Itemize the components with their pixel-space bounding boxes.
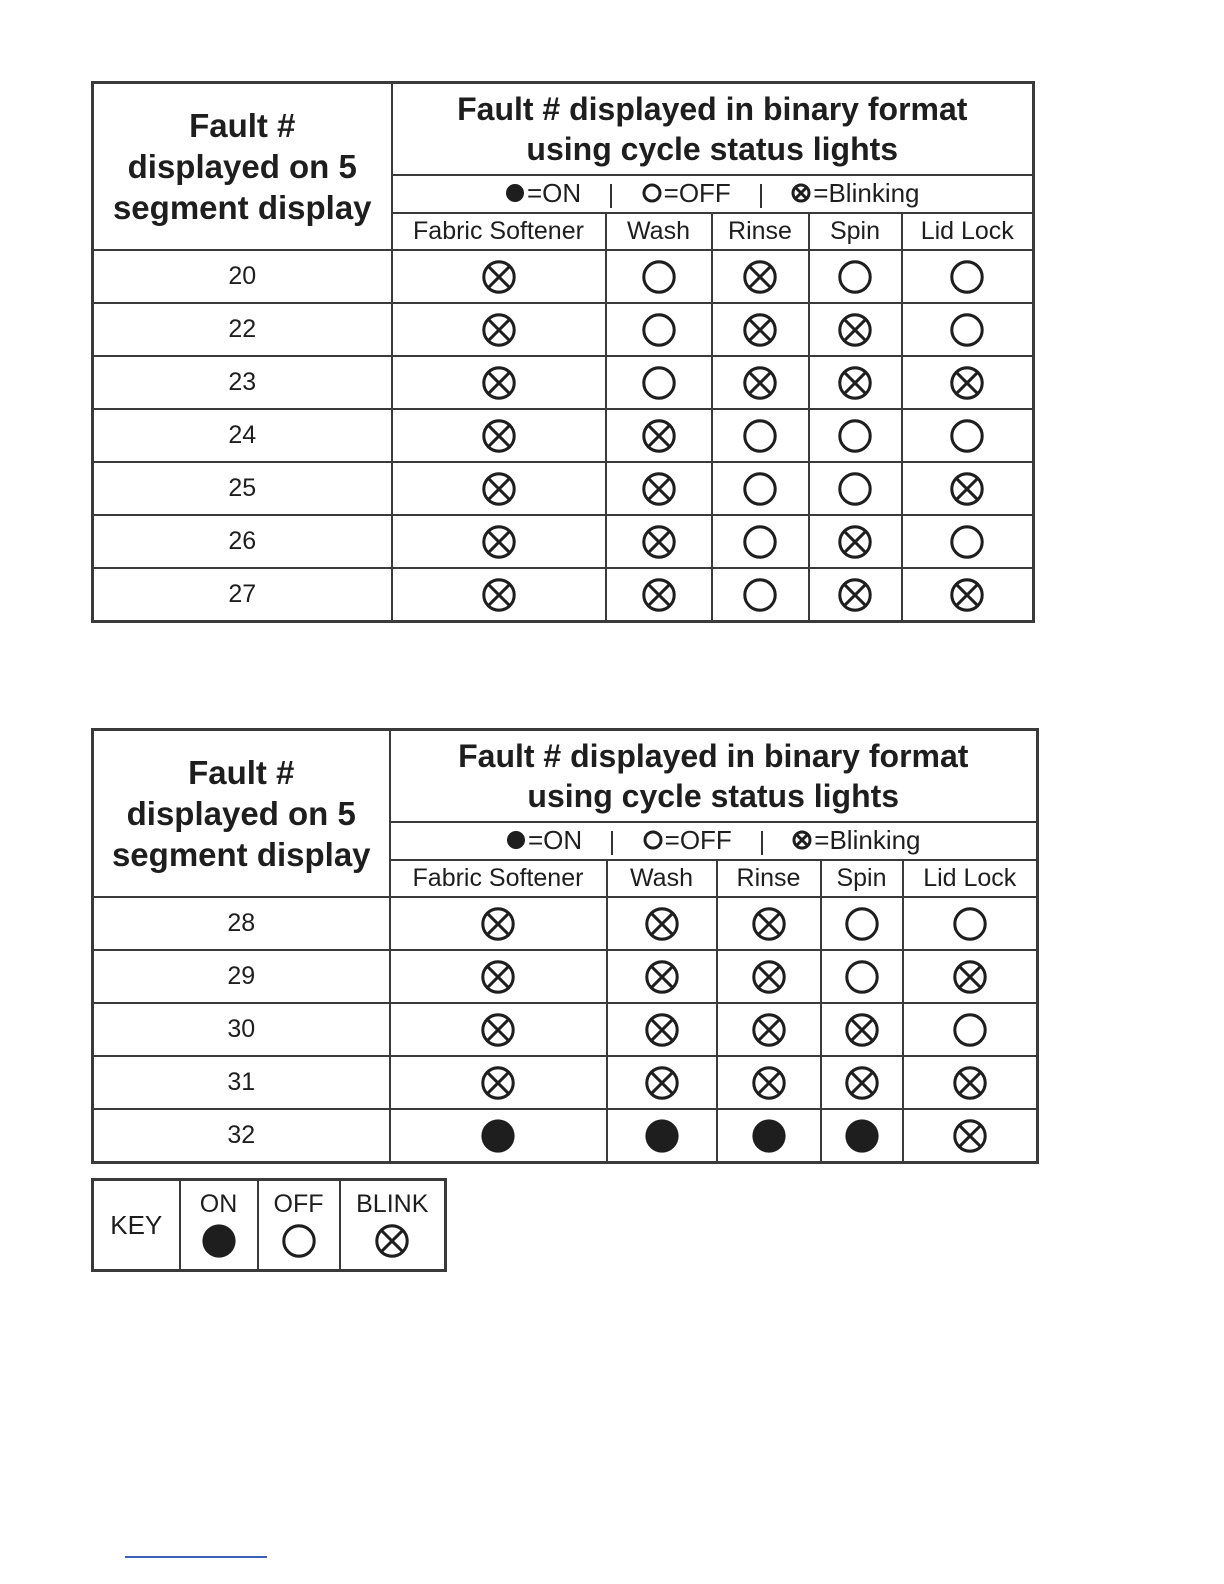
crossed-circle-icon [792, 830, 812, 850]
legend-divider [610, 184, 612, 208]
status-cell-fabric-softener [390, 1109, 607, 1163]
status-cell-fabric-softener [390, 897, 607, 950]
fault-number-header [93, 730, 390, 898]
status-cell-rinse [712, 462, 809, 515]
fault-number: 22 [93, 303, 392, 356]
fault-number: 32 [93, 1109, 390, 1163]
table-row [93, 950, 1038, 1003]
column-header-spin: Spin [809, 213, 902, 250]
status-cell-wash [606, 515, 712, 568]
status-cell-wash [607, 1003, 717, 1056]
status-cell-wash [606, 409, 712, 462]
blink-light-icon [643, 1011, 681, 1049]
status-cell-lid-lock [903, 1109, 1038, 1163]
fault-number-header-line-1: Fault # [188, 754, 295, 791]
off-light-icon [640, 311, 678, 349]
blink-light-icon [948, 470, 986, 508]
blink-light-icon [951, 958, 989, 996]
fault-number: 23 [93, 356, 392, 409]
blink-light-icon [643, 905, 681, 943]
filled-circle-icon [506, 830, 526, 850]
legend-off-label: =OFF [664, 824, 732, 855]
table-row [93, 515, 1034, 568]
page-link-underline [125, 1556, 267, 1558]
blink-light-icon [640, 576, 678, 614]
status-cell-wash [606, 462, 712, 515]
off-light-icon [741, 417, 779, 455]
fault-number: 28 [93, 897, 390, 950]
status-cell-spin [809, 568, 902, 622]
legend-blink-label: =Blinking [813, 177, 920, 208]
legend-on [505, 178, 581, 209]
off-light-icon [741, 470, 779, 508]
fault-number: 29 [93, 950, 390, 1003]
blink-light-icon [373, 1222, 411, 1260]
fault-number: 30 [93, 1003, 390, 1056]
off-light-icon [836, 258, 874, 296]
legend-off [642, 178, 731, 209]
table-row [93, 1003, 1038, 1056]
off-light-icon [280, 1222, 318, 1260]
status-cell-rinse [717, 897, 821, 950]
blink-light-icon [479, 1064, 517, 1102]
status-cell-spin [809, 409, 902, 462]
key-blink [340, 1180, 446, 1271]
fault-number: 20 [93, 250, 392, 303]
binary-format-header [392, 83, 1034, 176]
binary-format-header-line-1: Fault # displayed in binary format [457, 91, 968, 127]
table-row [93, 897, 1038, 950]
status-cell-fabric-softener [392, 250, 606, 303]
column-header-fabric-softener: Fabric Softener [392, 213, 606, 250]
on-light-icon [750, 1117, 788, 1155]
fault-table-1 [91, 81, 1035, 623]
status-cell-lid-lock [902, 515, 1034, 568]
fault-number: 24 [93, 409, 392, 462]
column-header-lid-lock: Lid Lock [903, 860, 1038, 897]
crossed-circle-icon [791, 183, 811, 203]
status-cell-fabric-softener [390, 950, 607, 1003]
table-row [93, 250, 1034, 303]
status-cell-lid-lock [903, 950, 1038, 1003]
table-row [93, 462, 1034, 515]
legend-off [643, 825, 732, 856]
off-light-icon [741, 523, 779, 561]
status-cell-rinse [712, 356, 809, 409]
legend-on-label: =ON [527, 824, 583, 855]
blink-light-icon [643, 1064, 681, 1102]
off-light-icon [640, 258, 678, 296]
status-cell-wash [606, 250, 712, 303]
off-light-icon [843, 958, 881, 996]
off-light-icon [836, 417, 874, 455]
key-off-icon-wrap [280, 1232, 318, 1249]
on-light-icon [843, 1117, 881, 1155]
status-cell-wash [607, 950, 717, 1003]
blink-light-icon [640, 470, 678, 508]
off-light-icon [836, 470, 874, 508]
fault-number-header-line-1: Fault # [189, 107, 296, 144]
status-cell-rinse [717, 1056, 821, 1109]
column-header-spin: Spin [821, 860, 903, 897]
table-row [93, 1056, 1038, 1109]
status-cell-fabric-softener [392, 409, 606, 462]
status-cell-spin [821, 950, 903, 1003]
status-cell-wash [607, 1109, 717, 1163]
status-cell-lid-lock [902, 303, 1034, 356]
status-cell-rinse [712, 515, 809, 568]
status-cell-spin [809, 462, 902, 515]
status-cell-lid-lock [902, 250, 1034, 303]
status-cell-fabric-softener [392, 356, 606, 409]
blink-light-icon [479, 1011, 517, 1049]
blink-light-icon [951, 1117, 989, 1155]
blink-light-icon [479, 958, 517, 996]
legend-on-label: =ON [526, 177, 582, 208]
status-cell-rinse [712, 568, 809, 622]
blink-light-icon [948, 576, 986, 614]
blink-light-icon [640, 417, 678, 455]
key-off-label: OFF [273, 1190, 324, 1218]
open-circle-icon [643, 830, 663, 850]
blink-light-icon [750, 1011, 788, 1049]
off-light-icon [640, 364, 678, 402]
key-on-label: ON [199, 1190, 238, 1218]
fault-number-header-line-3: segment display [111, 836, 371, 873]
blink-light-icon [480, 417, 518, 455]
status-cell-rinse [712, 250, 809, 303]
status-cell-fabric-softener [392, 515, 606, 568]
status-cell-spin [809, 356, 902, 409]
fault-number-header [93, 83, 392, 251]
status-cell-fabric-softener [390, 1003, 607, 1056]
fault-number: 27 [93, 568, 392, 622]
status-cell-wash [606, 356, 712, 409]
key-off [258, 1180, 340, 1271]
table-row [93, 409, 1034, 462]
blink-light-icon [750, 1064, 788, 1102]
status-cell-rinse [712, 303, 809, 356]
legend-on [506, 825, 582, 856]
status-cell-wash [607, 897, 717, 950]
status-cell-spin [821, 897, 903, 950]
key-table [91, 1178, 447, 1272]
blink-light-icon [741, 364, 779, 402]
blink-light-icon [741, 311, 779, 349]
off-light-icon [948, 417, 986, 455]
binary-format-header-line-2: using cycle status lights [526, 131, 899, 167]
key-blink-icon-wrap [373, 1232, 411, 1249]
status-cell-spin [821, 1109, 903, 1163]
fault-number-header-line-2: displayed on 5 [127, 148, 357, 185]
table-row [93, 356, 1034, 409]
status-cell-wash [606, 303, 712, 356]
status-cell-spin [809, 515, 902, 568]
column-header-wash: Wash [606, 213, 712, 250]
on-light-icon [200, 1222, 238, 1260]
fault-number: 26 [93, 515, 392, 568]
off-light-icon [843, 905, 881, 943]
blink-light-icon [480, 311, 518, 349]
fault-table-2 [91, 728, 1039, 1164]
blink-light-icon [836, 364, 874, 402]
binary-format-header [390, 730, 1038, 823]
status-cell-lid-lock [903, 1056, 1038, 1109]
fault-number-header-line-2: displayed on 5 [126, 795, 356, 832]
key-on [180, 1180, 258, 1271]
legend-blink [791, 178, 919, 209]
status-cell-lid-lock [902, 462, 1034, 515]
legend-blink [792, 825, 920, 856]
status-cell-rinse [712, 409, 809, 462]
status-cell-lid-lock [902, 356, 1034, 409]
status-cell-wash [607, 1056, 717, 1109]
key-on-icon-wrap [200, 1232, 238, 1249]
fault-table-2-body [93, 897, 1038, 1163]
status-cell-wash [606, 568, 712, 622]
blink-light-icon [480, 258, 518, 296]
blink-light-icon [750, 958, 788, 996]
open-circle-icon [642, 183, 662, 203]
off-light-icon [948, 258, 986, 296]
blink-light-icon [480, 470, 518, 508]
filled-circle-icon [505, 183, 525, 203]
status-cell-fabric-softener [390, 1056, 607, 1109]
status-cell-fabric-softener [392, 568, 606, 622]
on-light-icon [479, 1117, 517, 1155]
table-row [93, 568, 1034, 622]
fault-number-header-line-3: segment display [112, 189, 372, 226]
off-light-icon [948, 523, 986, 561]
status-cell-spin [809, 250, 902, 303]
fault-number: 25 [93, 462, 392, 515]
off-light-icon [951, 1011, 989, 1049]
blink-light-icon [480, 576, 518, 614]
status-cell-lid-lock [902, 568, 1034, 622]
blink-light-icon [643, 958, 681, 996]
status-cell-rinse [717, 950, 821, 1003]
blink-light-icon [480, 523, 518, 561]
status-cell-rinse [717, 1109, 821, 1163]
fault-table-1-body [93, 250, 1034, 622]
off-light-icon [948, 311, 986, 349]
key-blink-label: BLINK [356, 1190, 429, 1218]
legend-divider [760, 184, 762, 208]
status-cell-lid-lock [903, 897, 1038, 950]
status-cell-fabric-softener [392, 462, 606, 515]
status-cell-spin [809, 303, 902, 356]
blink-light-icon [843, 1064, 881, 1102]
status-cell-lid-lock [902, 409, 1034, 462]
blink-light-icon [843, 1011, 881, 1049]
legend-blink-label: =Blinking [814, 824, 921, 855]
column-header-fabric-softener: Fabric Softener [390, 860, 607, 897]
fault-number: 31 [93, 1056, 390, 1109]
blink-light-icon [741, 258, 779, 296]
blink-light-icon [836, 576, 874, 614]
blink-light-icon [750, 905, 788, 943]
blink-light-icon [640, 523, 678, 561]
blink-light-icon [480, 364, 518, 402]
status-cell-lid-lock [903, 1003, 1038, 1056]
off-light-icon [741, 576, 779, 614]
blink-light-icon [479, 905, 517, 943]
on-light-icon [643, 1117, 681, 1155]
blink-light-icon [948, 364, 986, 402]
status-cell-spin [821, 1003, 903, 1056]
column-header-rinse: Rinse [712, 213, 809, 250]
column-header-lid-lock: Lid Lock [902, 213, 1034, 250]
symbol-legend [390, 822, 1038, 860]
status-cell-rinse [717, 1003, 821, 1056]
legend-divider [611, 831, 613, 855]
symbol-legend [392, 175, 1034, 213]
blink-light-icon [836, 311, 874, 349]
blink-light-icon [836, 523, 874, 561]
status-cell-fabric-softener [392, 303, 606, 356]
column-header-rinse: Rinse [717, 860, 821, 897]
legend-divider [761, 831, 763, 855]
table-row [93, 1109, 1038, 1163]
off-light-icon [951, 905, 989, 943]
key-title: KEY [93, 1180, 180, 1271]
blink-light-icon [951, 1064, 989, 1102]
table-row [93, 303, 1034, 356]
legend-off-label: =OFF [663, 177, 731, 208]
status-cell-spin [821, 1056, 903, 1109]
binary-format-header-line-2: using cycle status lights [527, 778, 900, 814]
column-header-wash: Wash [607, 860, 717, 897]
binary-format-header-line-1: Fault # displayed in binary format [458, 738, 969, 774]
